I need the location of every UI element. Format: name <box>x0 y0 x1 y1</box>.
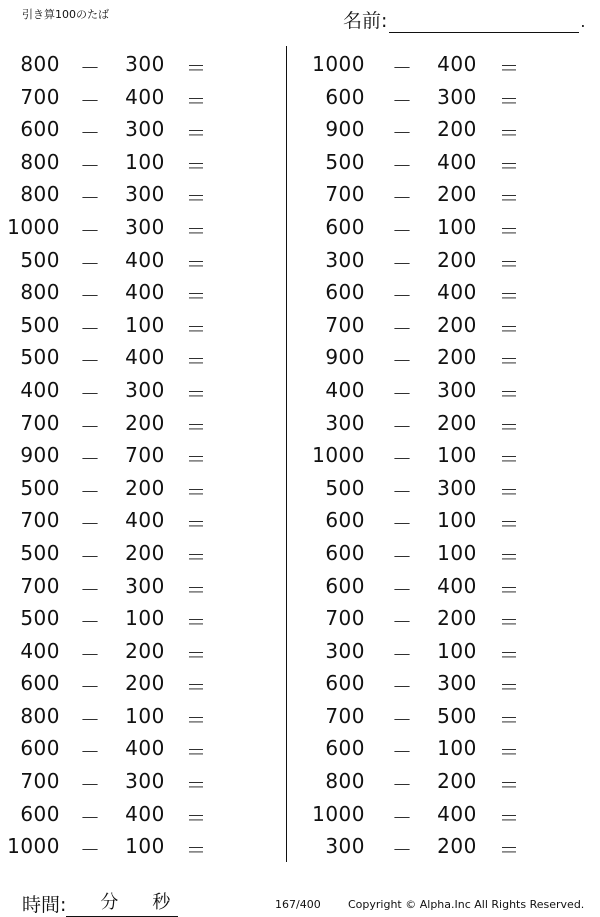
subtrahend: 400 <box>437 280 477 305</box>
minuend: 800 <box>20 182 60 207</box>
minus-sign: － <box>80 610 101 635</box>
equals-sign: ＝ <box>186 642 207 667</box>
subtrahend: 200 <box>437 182 477 207</box>
minuend: 600 <box>325 573 365 598</box>
equals-sign: ＝ <box>499 316 520 341</box>
minuend: 500 <box>325 149 365 174</box>
subtrahend: 300 <box>125 52 165 76</box>
equals-sign: ＝ <box>186 740 207 765</box>
minus-sign: － <box>80 707 101 732</box>
minus-sign: － <box>80 56 101 80</box>
equals-sign: ＝ <box>499 707 520 732</box>
equals-sign: ＝ <box>186 88 207 113</box>
subtrahend: 300 <box>125 769 165 794</box>
minuend: 700 <box>20 573 60 598</box>
equals-sign: ＝ <box>186 707 207 732</box>
minuend: 600 <box>20 671 60 696</box>
equals-sign: ＝ <box>186 544 207 569</box>
minuend: 1000 <box>7 214 60 239</box>
minus-sign: － <box>392 316 413 341</box>
minus-sign: － <box>392 675 413 700</box>
minus-sign: － <box>392 642 413 667</box>
subtrahend: 100 <box>125 834 165 859</box>
minus-sign: － <box>392 218 413 243</box>
minus-sign: － <box>392 447 413 472</box>
minus-sign: － <box>392 805 413 830</box>
subtrahend: 200 <box>437 117 477 142</box>
minus-sign: － <box>80 186 101 211</box>
minuend: 700 <box>325 703 365 728</box>
minus-sign: － <box>392 773 413 798</box>
equals-sign: ＝ <box>186 512 207 537</box>
minuend: 800 <box>20 280 60 305</box>
subtrahend: 300 <box>125 377 165 402</box>
minuend: 400 <box>20 638 60 663</box>
minuend: 900 <box>325 345 365 370</box>
minus-sign: － <box>80 675 101 700</box>
minuend: 600 <box>325 540 365 565</box>
subtrahend: 200 <box>437 834 477 859</box>
minuend: 500 <box>20 475 60 500</box>
equals-sign: ＝ <box>186 577 207 602</box>
minus-sign: － <box>80 381 101 406</box>
equals-sign: ＝ <box>499 414 520 439</box>
equals-sign: ＝ <box>186 56 207 80</box>
minuend: 700 <box>325 312 365 337</box>
minus-sign: － <box>80 479 101 504</box>
subtrahend: 400 <box>437 52 477 76</box>
minus-sign: － <box>392 186 413 211</box>
minuend: 400 <box>325 377 365 402</box>
equals-sign: ＝ <box>499 349 520 374</box>
minuend: 300 <box>325 834 365 859</box>
subtrahend: 400 <box>125 280 165 305</box>
equals-sign: ＝ <box>499 88 520 113</box>
equals-sign: ＝ <box>186 121 207 146</box>
equals-sign: ＝ <box>186 447 207 472</box>
minuend: 600 <box>20 117 60 142</box>
minuend: 1000 <box>312 801 365 826</box>
minus-sign: － <box>80 218 101 243</box>
minus-sign: － <box>80 121 101 146</box>
minus-sign: － <box>80 284 101 309</box>
minus-sign: － <box>392 512 413 537</box>
minuend: 600 <box>325 84 365 109</box>
subtrahend: 200 <box>125 671 165 696</box>
minuend: 400 <box>20 377 60 402</box>
minus-sign: － <box>392 414 413 439</box>
subtrahend: 200 <box>437 312 477 337</box>
minuend: 500 <box>20 606 60 631</box>
equals-sign: ＝ <box>499 284 520 309</box>
equals-sign: ＝ <box>186 316 207 341</box>
subtrahend: 100 <box>437 736 477 761</box>
subtrahend: 100 <box>125 606 165 631</box>
minuend: 600 <box>325 508 365 533</box>
equals-sign: ＝ <box>186 218 207 243</box>
equals-sign: ＝ <box>499 675 520 700</box>
minuend: 700 <box>325 182 365 207</box>
minuend: 1000 <box>312 52 365 76</box>
equals-sign: ＝ <box>499 838 520 863</box>
minus-sign: － <box>80 773 101 798</box>
equals-sign: ＝ <box>186 349 207 374</box>
name-field-area <box>343 6 586 33</box>
column-divider <box>286 46 287 862</box>
minutes-label: 分 <box>100 892 119 913</box>
minuend: 900 <box>325 117 365 142</box>
subtrahend: 400 <box>125 345 165 370</box>
minus-sign: － <box>392 153 413 178</box>
subtrahend: 100 <box>125 312 165 337</box>
subtrahend: 500 <box>437 703 477 728</box>
minus-sign: － <box>392 284 413 309</box>
equals-sign: ＝ <box>186 805 207 830</box>
minus-sign: － <box>392 838 413 863</box>
subtrahend: 100 <box>125 149 165 174</box>
minuend: 300 <box>325 247 365 272</box>
minuend: 700 <box>20 410 60 435</box>
minus-sign: － <box>392 577 413 602</box>
minuend: 800 <box>20 52 60 76</box>
minuend: 700 <box>325 606 365 631</box>
subtrahend: 400 <box>437 149 477 174</box>
minuend: 300 <box>325 410 365 435</box>
subtrahend: 700 <box>125 443 165 468</box>
minuend: 800 <box>20 149 60 174</box>
page-number: 167/400 <box>275 898 321 911</box>
subtrahend: 200 <box>437 410 477 435</box>
minus-sign: － <box>80 88 101 113</box>
minus-sign: － <box>392 740 413 765</box>
equals-sign: ＝ <box>186 838 207 863</box>
equals-sign: ＝ <box>186 414 207 439</box>
time-blank-line <box>66 894 178 917</box>
equals-sign: ＝ <box>186 773 207 798</box>
equals-sign: ＝ <box>499 121 520 146</box>
minus-sign: － <box>80 512 101 537</box>
minuend: 800 <box>325 769 365 794</box>
subtrahend: 200 <box>437 345 477 370</box>
minuend: 700 <box>20 769 60 794</box>
subtrahend: 100 <box>437 508 477 533</box>
subtrahend: 400 <box>125 508 165 533</box>
equals-sign: ＝ <box>499 218 520 243</box>
minuend: 700 <box>20 508 60 533</box>
name-blank-line <box>389 14 579 33</box>
minuend: 300 <box>325 638 365 663</box>
minus-sign: － <box>80 544 101 569</box>
equals-sign: ＝ <box>499 56 520 80</box>
equals-sign: ＝ <box>499 740 520 765</box>
equals-sign: ＝ <box>186 675 207 700</box>
equals-sign: ＝ <box>186 381 207 406</box>
equals-sign: ＝ <box>499 153 520 178</box>
subtrahend: 300 <box>125 117 165 142</box>
minus-sign: － <box>80 740 101 765</box>
subtrahend: 200 <box>437 769 477 794</box>
minuend: 600 <box>325 280 365 305</box>
equals-sign: ＝ <box>499 544 520 569</box>
minus-sign: － <box>392 121 413 146</box>
subtrahend: 300 <box>437 84 477 109</box>
subtrahend: 400 <box>437 573 477 598</box>
equals-sign: ＝ <box>499 381 520 406</box>
subtrahend: 400 <box>437 801 477 826</box>
subtrahend: 200 <box>125 638 165 663</box>
subtrahend: 200 <box>437 606 477 631</box>
minus-sign: － <box>80 805 101 830</box>
subtrahend: 200 <box>437 247 477 272</box>
minus-sign: － <box>80 577 101 602</box>
minus-sign: － <box>392 479 413 504</box>
equals-sign: ＝ <box>186 610 207 635</box>
seconds-label: 秒 <box>152 892 171 913</box>
minuend: 500 <box>20 345 60 370</box>
copyright-notice: Copyright © Alpha.Inc All Rights Reserved. <box>348 898 585 911</box>
minuend: 600 <box>20 736 60 761</box>
subtrahend: 300 <box>437 377 477 402</box>
subtrahend: 300 <box>125 182 165 207</box>
minus-sign: － <box>392 88 413 113</box>
minuend: 500 <box>20 312 60 337</box>
equals-sign: ＝ <box>499 186 520 211</box>
equals-sign: ＝ <box>186 251 207 276</box>
subtrahend: 100 <box>437 214 477 239</box>
minuend: 600 <box>20 801 60 826</box>
minus-sign: － <box>392 610 413 635</box>
minus-sign: － <box>80 642 101 667</box>
equals-sign: ＝ <box>499 447 520 472</box>
minus-sign: － <box>392 381 413 406</box>
minus-sign: － <box>392 349 413 374</box>
subtrahend: 200 <box>125 410 165 435</box>
equals-sign: ＝ <box>186 284 207 309</box>
minuend: 600 <box>325 736 365 761</box>
subtrahend: 400 <box>125 801 165 826</box>
equals-sign: ＝ <box>499 805 520 830</box>
minuend: 1000 <box>312 443 365 468</box>
minus-sign: － <box>80 414 101 439</box>
equals-sign: ＝ <box>186 479 207 504</box>
minuend: 800 <box>20 703 60 728</box>
minus-sign: － <box>80 316 101 341</box>
minus-sign: － <box>392 56 413 80</box>
minuend: 900 <box>20 443 60 468</box>
minuend: 700 <box>20 84 60 109</box>
worksheet-title: 引き算100のたば <box>22 8 109 21</box>
minuend: 500 <box>20 247 60 272</box>
name-label: 名前: <box>343 10 388 32</box>
equals-sign: ＝ <box>499 642 520 667</box>
subtrahend: 100 <box>437 638 477 663</box>
subtrahend: 300 <box>437 671 477 696</box>
subtrahend: 100 <box>437 443 477 468</box>
equals-sign: ＝ <box>186 153 207 178</box>
equals-sign: ＝ <box>499 251 520 276</box>
minuend: 600 <box>325 214 365 239</box>
minus-sign: － <box>392 544 413 569</box>
minuend: 600 <box>325 671 365 696</box>
subtrahend: 400 <box>125 84 165 109</box>
equals-sign: ＝ <box>499 512 520 537</box>
minuend: 500 <box>20 540 60 565</box>
minus-sign: － <box>80 838 101 863</box>
time-label: 時間: <box>22 894 67 916</box>
subtrahend: 300 <box>437 475 477 500</box>
equals-sign: ＝ <box>186 186 207 211</box>
subtrahend: 200 <box>125 475 165 500</box>
time-field <box>22 890 178 917</box>
equals-sign: ＝ <box>499 773 520 798</box>
minus-sign: － <box>80 447 101 472</box>
subtrahend: 300 <box>125 573 165 598</box>
equals-sign: ＝ <box>499 577 520 602</box>
subtrahend: 400 <box>125 247 165 272</box>
subtrahend: 300 <box>125 214 165 239</box>
equals-sign: ＝ <box>499 610 520 635</box>
minus-sign: － <box>392 707 413 732</box>
subtrahend: 200 <box>125 540 165 565</box>
subtrahend: 100 <box>125 703 165 728</box>
minus-sign: － <box>80 349 101 374</box>
minus-sign: － <box>392 251 413 276</box>
minus-sign: － <box>80 251 101 276</box>
minuend: 500 <box>325 475 365 500</box>
minuend: 1000 <box>7 834 60 859</box>
subtrahend: 400 <box>125 736 165 761</box>
equals-sign: ＝ <box>499 479 520 504</box>
name-dot: . <box>580 12 586 31</box>
subtrahend: 100 <box>437 540 477 565</box>
minus-sign: － <box>80 153 101 178</box>
